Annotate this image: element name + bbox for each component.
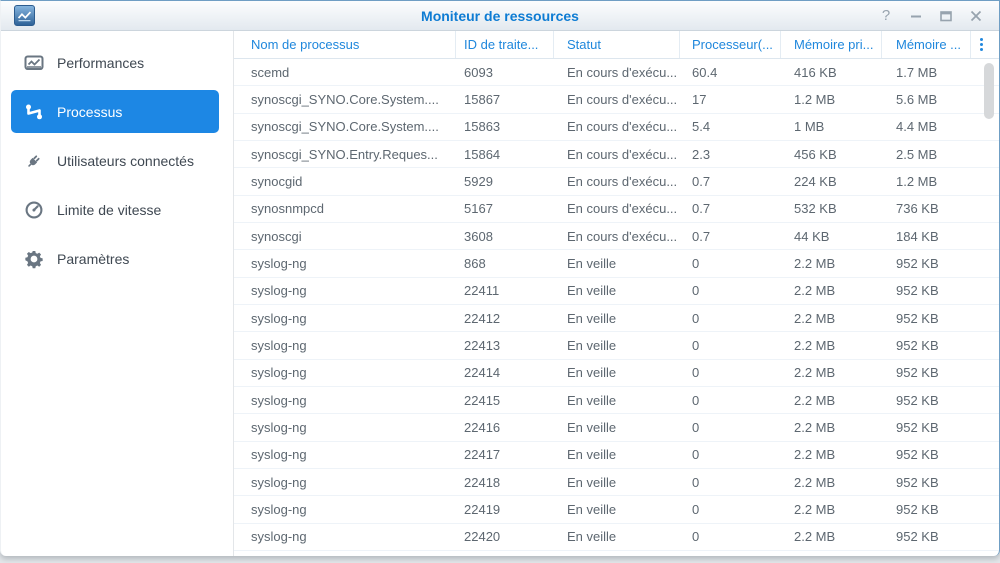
column-header-id-de-traitement[interactable]: ID de traite... bbox=[456, 31, 554, 58]
sidebar-item-performances[interactable] bbox=[11, 41, 219, 84]
vertical-scrollbar-thumb[interactable] bbox=[984, 63, 994, 119]
table-row[interactable] bbox=[234, 305, 999, 332]
window-title: Moniteur de ressources bbox=[421, 7, 579, 24]
table-cell: 952 KB bbox=[896, 419, 939, 435]
table-cell: 736 KB bbox=[896, 201, 939, 217]
table-cell: 22418 bbox=[464, 474, 501, 490]
speed-gauge-icon bbox=[23, 199, 45, 221]
table-cell: syslog-ng bbox=[251, 310, 307, 326]
table-row[interactable] bbox=[234, 360, 999, 387]
window-controls bbox=[875, 5, 999, 27]
column-options-button[interactable] bbox=[971, 31, 999, 58]
column-header-memoire[interactable]: Mémoire ... bbox=[882, 31, 971, 58]
table-cell: 0 bbox=[692, 337, 700, 353]
column-options-icon bbox=[980, 38, 983, 51]
table-cell: 17 bbox=[692, 91, 707, 107]
close-icon bbox=[969, 9, 983, 23]
table-cell: 952 KB bbox=[896, 255, 939, 271]
table-row[interactable] bbox=[234, 59, 999, 86]
column-header-memoire-privee[interactable]: Mémoire pri... bbox=[781, 31, 882, 58]
table-cell: En veille bbox=[567, 501, 617, 517]
table-cell: 2.2 MB bbox=[794, 447, 836, 463]
table-cell: 2.2 MB bbox=[794, 419, 836, 435]
table-cell: 952 KB bbox=[896, 447, 939, 463]
table-cell: 0 bbox=[692, 501, 700, 517]
table-cell: En cours d'exécu... bbox=[567, 119, 678, 135]
table-cell: 22415 bbox=[464, 392, 501, 408]
table-cell: 5.4 bbox=[692, 119, 711, 135]
minimize-button[interactable] bbox=[905, 5, 927, 27]
minimize-icon bbox=[909, 9, 923, 23]
table-row[interactable] bbox=[234, 469, 999, 496]
performance-chart-icon bbox=[23, 52, 45, 74]
table-cell: syslog-ng bbox=[251, 365, 307, 381]
table-row[interactable] bbox=[234, 223, 999, 250]
plug-icon bbox=[23, 150, 45, 172]
table-cell: 15864 bbox=[464, 146, 501, 162]
sidebar-item-label: Utilisateurs connectés bbox=[57, 152, 194, 169]
table-cell: 1.7 MB bbox=[896, 64, 938, 80]
table-cell: En cours d'exécu... bbox=[567, 228, 678, 244]
table-cell: 1.2 MB bbox=[896, 173, 938, 189]
table-row[interactable] bbox=[234, 442, 999, 469]
sidebar-item-label: Paramètres bbox=[57, 250, 130, 267]
table-cell: 4.4 MB bbox=[896, 119, 938, 135]
table-cell: 2.2 MB bbox=[794, 501, 836, 517]
help-icon: ? bbox=[881, 7, 891, 24]
table-cell: 868 bbox=[464, 255, 486, 271]
sidebar-item-limite-de-vitesse[interactable] bbox=[11, 188, 219, 231]
table-cell: En cours d'exécu... bbox=[567, 64, 678, 80]
table-cell: 2.2 MB bbox=[794, 310, 836, 326]
sidebar-item-label: Limite de vitesse bbox=[57, 201, 162, 218]
window-content bbox=[1, 31, 999, 556]
titlebar bbox=[1, 1, 999, 31]
table-row[interactable] bbox=[234, 524, 999, 551]
table-cell: 0.7 bbox=[692, 173, 711, 189]
table-row[interactable] bbox=[234, 114, 999, 141]
table-cell: En veille bbox=[567, 474, 617, 490]
sidebar bbox=[1, 31, 234, 556]
table-cell: syslog-ng bbox=[251, 529, 307, 545]
table-cell: En cours d'exécu... bbox=[567, 146, 678, 162]
table-cell: En veille bbox=[567, 283, 617, 299]
table-cell: synoscgi bbox=[251, 228, 302, 244]
column-header-processeur[interactable]: Processeur(... bbox=[680, 31, 781, 58]
table-cell: synoscgi_SYNO.Core.System.... bbox=[251, 91, 439, 107]
table-cell: 952 KB bbox=[896, 501, 939, 517]
table-cell: 0 bbox=[692, 419, 700, 435]
help-button[interactable] bbox=[875, 5, 897, 27]
table-cell: 15863 bbox=[464, 119, 501, 135]
table-cell: En cours d'exécu... bbox=[567, 201, 678, 217]
table-cell: 0 bbox=[692, 474, 700, 490]
table-cell: 0 bbox=[692, 310, 700, 326]
table-row[interactable] bbox=[234, 168, 999, 195]
table-row[interactable] bbox=[234, 250, 999, 277]
table-cell: 952 KB bbox=[896, 283, 939, 299]
table-row[interactable] bbox=[234, 278, 999, 305]
table-cell: En cours d'exécu... bbox=[567, 91, 678, 107]
table-cell: En veille bbox=[567, 392, 617, 408]
table-cell: 952 KB bbox=[896, 529, 939, 545]
table-cell: syslog-ng bbox=[251, 501, 307, 517]
table-cell: 0 bbox=[692, 365, 700, 381]
table-cell: 1.2 MB bbox=[794, 91, 836, 107]
table-cell: 0.7 bbox=[692, 228, 711, 244]
table-cell: 44 KB bbox=[794, 228, 830, 244]
table-cell: 2.2 MB bbox=[794, 283, 836, 299]
column-header-statut[interactable]: Statut bbox=[554, 31, 680, 58]
table-cell: 532 KB bbox=[794, 201, 837, 217]
table-cell: syslog-ng bbox=[251, 255, 307, 271]
sidebar-item-label: Performances bbox=[57, 54, 145, 71]
table-cell: 22412 bbox=[464, 310, 501, 326]
table-cell: 5167 bbox=[464, 201, 493, 217]
process-table bbox=[234, 31, 999, 556]
table-cell: 0 bbox=[692, 255, 700, 271]
table-cell: syslog-ng bbox=[251, 337, 307, 353]
table-row[interactable] bbox=[234, 332, 999, 359]
table-cell: 22416 bbox=[464, 419, 501, 435]
sidebar-item-processus[interactable] bbox=[11, 90, 219, 133]
table-cell: 184 KB bbox=[896, 228, 939, 244]
table-row[interactable] bbox=[234, 141, 999, 168]
table-cell: 952 KB bbox=[896, 392, 939, 408]
table-cell: En veille bbox=[567, 365, 617, 381]
table-cell: En veille bbox=[567, 337, 617, 353]
table-cell: 22413 bbox=[464, 337, 501, 353]
table-cell: 2.2 MB bbox=[794, 529, 836, 545]
gear-icon bbox=[23, 248, 45, 270]
table-cell: 952 KB bbox=[896, 474, 939, 490]
table-cell: En veille bbox=[567, 447, 617, 463]
table-cell: 416 KB bbox=[794, 64, 837, 80]
table-cell: 2.2 MB bbox=[794, 337, 836, 353]
table-cell: syslog-ng bbox=[251, 447, 307, 463]
table-cell: syslog-ng bbox=[251, 419, 307, 435]
sidebar-item-parametres[interactable] bbox=[11, 237, 219, 280]
table-cell: 22411 bbox=[464, 283, 500, 299]
table-cell: En veille bbox=[567, 529, 617, 545]
table-cell: 456 KB bbox=[794, 146, 837, 162]
table-cell: 1 MB bbox=[794, 119, 825, 135]
table-header bbox=[234, 31, 999, 59]
table-cell: synosnmpcd bbox=[251, 201, 324, 217]
table-cell: scemd bbox=[251, 64, 290, 80]
table-cell: En veille bbox=[567, 255, 617, 271]
table-cell: En cours d'exécu... bbox=[567, 173, 678, 189]
table-cell: 15867 bbox=[464, 91, 501, 107]
maximize-icon bbox=[939, 9, 953, 23]
table-cell: 0 bbox=[692, 392, 700, 408]
table-cell: 60.4 bbox=[692, 64, 718, 80]
table-cell: 3608 bbox=[464, 228, 493, 244]
table-cell: syslog-ng bbox=[251, 392, 307, 408]
table-cell: syslog-ng bbox=[251, 283, 307, 299]
close-button[interactable] bbox=[965, 5, 987, 27]
sidebar-item-label: Processus bbox=[57, 103, 123, 120]
table-cell: 0 bbox=[692, 447, 700, 463]
table-cell: 952 KB bbox=[896, 365, 939, 381]
table-cell: 0 bbox=[692, 529, 700, 545]
table-cell: 952 KB bbox=[896, 310, 939, 326]
sidebar-item-utilisateurs-connectes[interactable] bbox=[11, 139, 219, 182]
table-row[interactable] bbox=[234, 496, 999, 523]
table-cell: 2.2 MB bbox=[794, 392, 836, 408]
table-cell: synocgid bbox=[251, 173, 303, 189]
process-graph-icon bbox=[23, 101, 45, 123]
table-cell: synoscgi_SYNO.Entry.Reques... bbox=[251, 146, 438, 162]
table-cell: 6093 bbox=[464, 64, 493, 80]
table-body bbox=[234, 59, 999, 551]
table-cell: 2.2 MB bbox=[794, 474, 836, 490]
table-cell: syslog-ng bbox=[251, 474, 307, 490]
table-cell: synoscgi_SYNO.Core.System.... bbox=[251, 119, 439, 135]
table-cell: 22420 bbox=[464, 529, 501, 545]
table-cell: 5.6 MB bbox=[896, 91, 938, 107]
table-cell: 2.2 MB bbox=[794, 255, 836, 271]
table-row[interactable] bbox=[234, 86, 999, 113]
table-cell: 22414 bbox=[464, 365, 501, 381]
table-cell: 952 KB bbox=[896, 337, 939, 353]
table-cell: En veille bbox=[567, 419, 617, 435]
table-cell: 0 bbox=[692, 283, 700, 299]
resource-monitor-app-icon bbox=[14, 5, 35, 26]
table-cell: 2.5 MB bbox=[896, 146, 938, 162]
table-cell: 224 KB bbox=[794, 173, 837, 189]
table-cell: 2.3 bbox=[692, 146, 711, 162]
table-cell: 5929 bbox=[464, 173, 493, 189]
column-header-nom-de-processus[interactable]: Nom de processus bbox=[234, 31, 456, 58]
table-cell: En veille bbox=[567, 310, 617, 326]
table-cell: 22419 bbox=[464, 501, 501, 517]
table-row[interactable] bbox=[234, 414, 999, 441]
table-cell: 22417 bbox=[464, 447, 501, 463]
table-row[interactable] bbox=[234, 196, 999, 223]
table-cell: 0.7 bbox=[692, 201, 711, 217]
maximize-button[interactable] bbox=[935, 5, 957, 27]
table-cell: 2.2 MB bbox=[794, 365, 836, 381]
table-row[interactable] bbox=[234, 387, 999, 414]
